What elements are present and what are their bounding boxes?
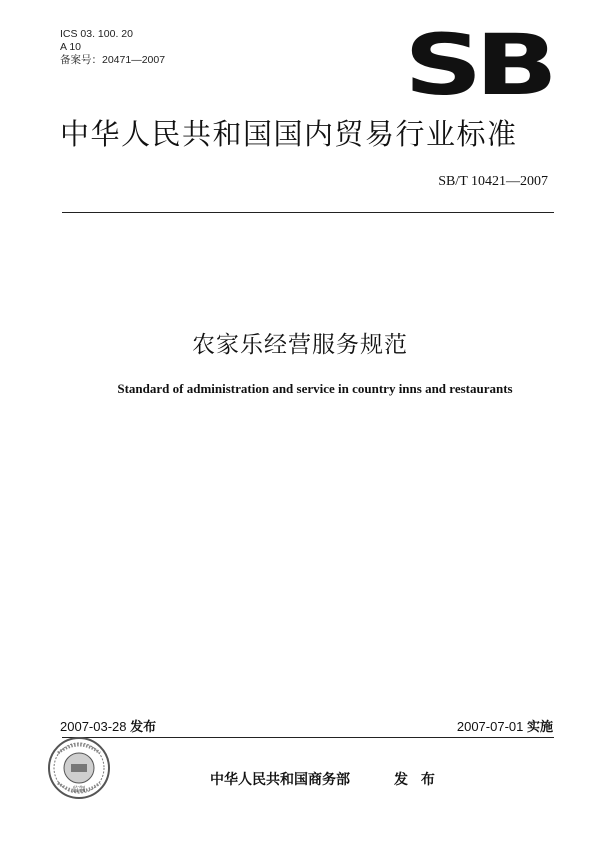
implementation-label: 实施: [526, 720, 553, 735]
release-date: 2007-03-28: [60, 719, 127, 734]
document-title-english: Standard of administration and service in country inns and restaurants: [117, 381, 513, 396]
standard-number: SB/T 10421—2007: [438, 174, 548, 189]
publisher-name: 中华人民共和国商务部: [210, 772, 350, 788]
header-rule: [62, 212, 554, 213]
implementation-date-line: [400, 719, 553, 736]
document-title-chinese: 农家乐经营服务规范: [192, 332, 408, 358]
publish-label: 发 布: [394, 772, 439, 788]
ics-code: ICS 03. 100. 20: [60, 28, 133, 40]
release-date-line: [60, 719, 156, 736]
issuer-title: 中华人民共和国国内贸易行业标准: [60, 117, 518, 151]
footer-rule: [62, 737, 554, 738]
ccs-code: A 10: [60, 41, 82, 53]
implementation-date: 2007-07-01: [456, 719, 524, 734]
release-label: 发布: [130, 720, 157, 735]
sb-logo: SB: [404, 16, 551, 114]
record-number: 备案号：20471—2007: [60, 54, 166, 66]
publisher-seal-icon: [46, 735, 112, 801]
seal-label: 监制: [72, 785, 86, 793]
